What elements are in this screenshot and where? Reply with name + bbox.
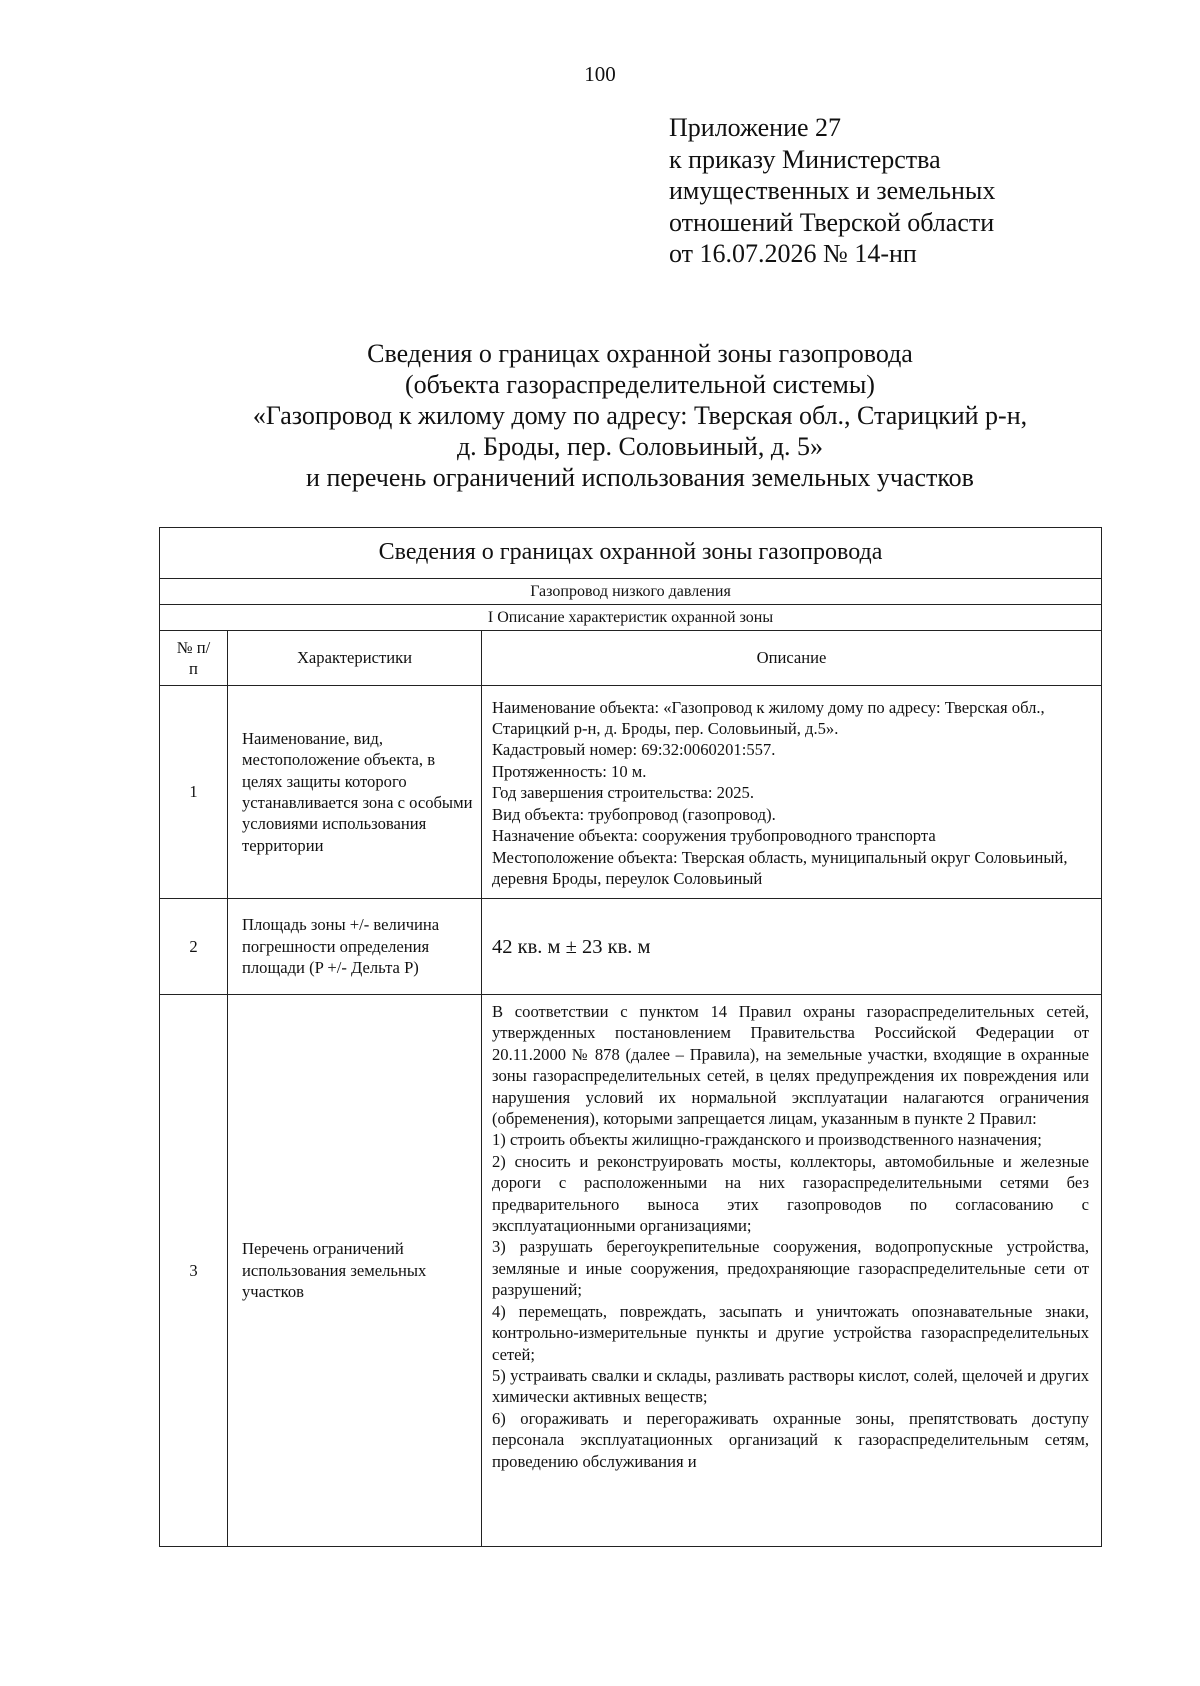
- page-number: 100: [584, 62, 616, 86]
- description-line: Наименование объекта: «Газопровод к жилому дому по адресу: Тверская обл., Старицкий р-н, д. Броды, пер. Соловьиный, д.5».: [492, 697, 1045, 739]
- description-line: Кадастровый номер: 69:32:0060201:557.: [492, 740, 776, 760]
- table-column-headers: [160, 631, 1102, 686]
- description-paragraph: 2) сносить и реконструировать мосты, коллекторы, автомобильные и железные дороги с расположенными на них газораспределительными сетями без предварительного выноса этих газопроводов по согласованию с эксплуатационными организациями;: [492, 1151, 1090, 1236]
- row-characteristic: Наименование, вид, местоположение объекта, в целях защиты которого устанавливается зона с особыми условиями использования территории: [228, 686, 482, 899]
- table-main-header: Сведения о границах охранной зоны газопровода: [160, 528, 1102, 579]
- appendix-line: от 16.07.2026 № 14-нп: [669, 239, 917, 268]
- document-title: [160, 338, 1120, 493]
- column-header-characteristics: Характеристики: [228, 631, 482, 686]
- zone-table: [159, 527, 1102, 1547]
- description-line: Год завершения строительства: 2025.: [492, 783, 754, 803]
- title-line: (объекта газораспределительной системы): [405, 370, 875, 399]
- appendix-block: [669, 112, 995, 270]
- description-paragraph: 1) строить объекты жилищно-гражданского и производственного назначения;: [492, 1130, 1042, 1150]
- appendix-line: Приложение 27: [669, 113, 842, 142]
- row-number: 2: [160, 899, 228, 995]
- table-section-header: I Описание характеристик охранной зоны: [160, 605, 1102, 631]
- table-row: [160, 899, 1102, 995]
- description-line: Назначение объекта: сооружения трубопроводного транспорта: [492, 826, 936, 846]
- column-header-description: Описание: [482, 631, 1102, 686]
- table-row: [160, 995, 1102, 1547]
- description-paragraph: 4) перемещать, повреждать, засыпать и уничтожать опознавательные знаки, контрольно-измерительные пункты и другие устройства газораспределительных сетей;: [492, 1301, 1090, 1364]
- title-line: д. Броды, пер. Соловьиный, д. 5»: [456, 432, 824, 461]
- row-characteristic: Перечень ограничений использования земельных участков: [228, 995, 482, 1547]
- table-subheader: Газопровод низкого давления: [160, 579, 1102, 605]
- appendix-line: имущественных и земельных: [669, 176, 996, 205]
- appendix-line: к приказу Министерства: [669, 144, 941, 174]
- table-row: [160, 686, 1102, 899]
- title-line: Сведения о границах охранной зоны газопровода: [367, 339, 913, 368]
- description-line: Вид объекта: трубопровод (газопровод).: [492, 804, 776, 824]
- column-header-number: № п/п: [160, 631, 228, 686]
- row-description: 42 кв. м ± 23 кв. м: [482, 899, 1102, 995]
- description-paragraph: В соответствии с пунктом 14 Правил охраны газораспределительных сетей, утвержденных постановлением Правительства Российской Федерации от 20.11.2000 № 878 (далее – Правила), на земельные участки, входящие в охранные зоны газораспределительных сетей, в целях предупреждения их повреждения или нарушения условий их нормальной эксплуатации налагаются ограничения (обременения), которыми запрещается лицам, указанным в пункте 2 Правил:: [492, 1002, 1090, 1129]
- row-description: [482, 995, 1102, 1547]
- row-number: 3: [160, 995, 228, 1547]
- description-line: Местоположение объекта: Тверская область, муниципальный округ Соловьиный, деревня Броды, переулок Соловьиный: [492, 847, 1068, 888]
- row-number: 1: [160, 686, 228, 899]
- row-characteristic: Площадь зоны +/- величина погрешности определения площади (P +/- Дельта P): [228, 899, 482, 995]
- title-line: «Газопровод к жилому дому по адресу: Тверская обл., Старицкий р-н,: [252, 401, 1028, 430]
- description-paragraph: 3) разрушать берегоукрепительные сооружения, водопропускные устройства, земляные и иные сооружения, предохраняющие газораспределительные сети от разрушений;: [492, 1237, 1090, 1300]
- description-paragraph: 5) устраивать свалки и склады, разливать растворы кислот, солей, щелочей и других химически активных веществ;: [492, 1365, 1090, 1407]
- appendix-line: отношений Тверской области: [669, 207, 995, 237]
- row-description: [482, 686, 1102, 899]
- description-paragraph: 6) огораживать и перегораживать охранные зоны, препятствовать доступу персонала эксплуатационных организаций к газораспределительным сетям, проведению обслуживания и: [492, 1408, 1090, 1471]
- description-line: Протяженность: 10 м.: [492, 761, 647, 781]
- title-line: и перечень ограничений использования земельных участков: [306, 463, 974, 492]
